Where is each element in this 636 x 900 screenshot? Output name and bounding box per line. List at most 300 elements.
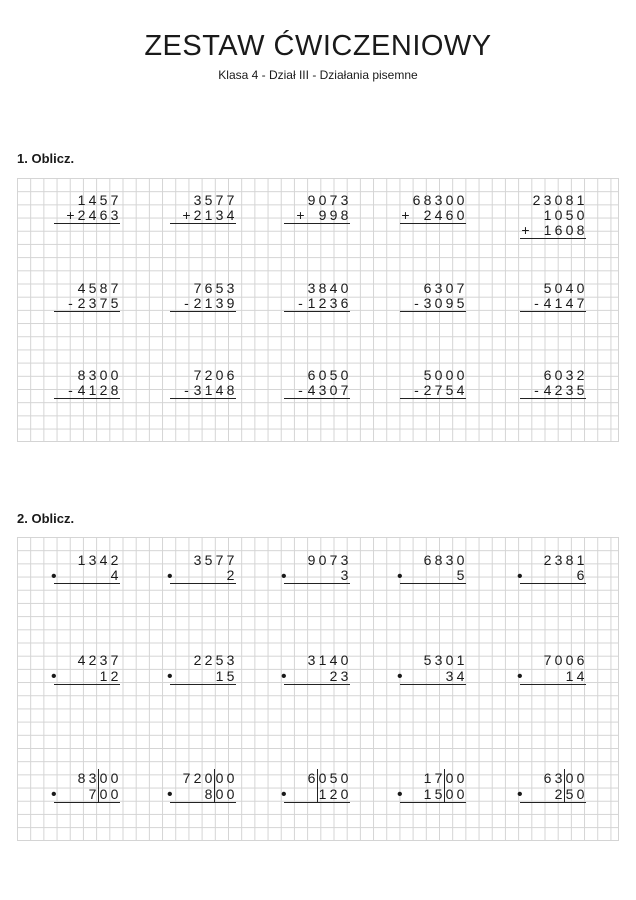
digit: 0 [110, 786, 119, 802]
digit: 1 [554, 295, 563, 311]
operator-sign: - [184, 295, 189, 311]
digit: 3 [445, 668, 454, 684]
problem-row [170, 193, 236, 208]
multiply-dot: • [51, 668, 57, 685]
digit: 3 [193, 382, 202, 398]
operator-sign [65, 281, 76, 296]
problem-row [400, 208, 466, 224]
digit: 4 [215, 382, 224, 398]
digit: 1 [307, 295, 316, 311]
digit [192, 568, 203, 583]
multiply-dot: • [281, 786, 287, 803]
digit: 0 [554, 192, 563, 208]
problem-row [400, 553, 466, 568]
digit: 3 [445, 552, 454, 568]
digit: 1 [77, 552, 86, 568]
digit [317, 669, 328, 684]
digit: 2 [423, 207, 432, 223]
digit: 3 [307, 280, 316, 296]
digit: 7 [99, 295, 108, 311]
problem-row [284, 193, 350, 208]
task2-problem [517, 770, 586, 803]
digit [98, 568, 109, 583]
multiply-dot: • [167, 568, 173, 585]
digit: 0 [576, 280, 585, 296]
digit [87, 669, 98, 684]
operator-sign [400, 193, 411, 208]
digit: 5 [456, 567, 465, 583]
problem-row [284, 383, 350, 399]
digit: 0 [576, 770, 585, 786]
problem-row [54, 281, 120, 296]
digit: 7 [215, 552, 224, 568]
digit: 2 [543, 552, 552, 568]
digit: 5 [99, 192, 108, 208]
task2-problem [167, 552, 236, 585]
digit: 6 [340, 295, 349, 311]
digit: 1 [423, 786, 432, 802]
digit: 4 [329, 280, 338, 296]
digit: 3 [340, 552, 349, 568]
operator-sign: - [534, 295, 539, 311]
multiply-dot: • [167, 786, 173, 803]
problem-row [400, 383, 466, 399]
digit: 1 [215, 668, 224, 684]
digit [76, 787, 87, 802]
digit: 2 [77, 295, 86, 311]
digit: 9 [226, 295, 235, 311]
digit: 4 [77, 280, 86, 296]
problem-row [170, 281, 236, 296]
task2-problem [397, 770, 466, 803]
operator-sign [295, 193, 306, 208]
digit: 8 [565, 552, 574, 568]
digit: 4 [456, 668, 465, 684]
digit: 2 [318, 295, 327, 311]
digit: 0 [340, 280, 349, 296]
operator-sign [411, 281, 422, 296]
digit: 1 [318, 786, 327, 802]
digit: 2 [554, 786, 563, 802]
digit: 5 [543, 280, 552, 296]
digit: 1 [423, 770, 432, 786]
operator-sign [520, 208, 531, 223]
problem-row [520, 653, 586, 668]
digit: 0 [318, 770, 327, 786]
operator-sign: - [298, 382, 303, 398]
digit: 1 [318, 652, 327, 668]
digit: 4 [307, 382, 316, 398]
operator-sign [531, 281, 542, 296]
multiply-dot: • [397, 568, 403, 585]
digit: 0 [445, 652, 454, 668]
digit: 0 [318, 367, 327, 383]
digit: 4 [88, 207, 97, 223]
task1-problem [170, 368, 236, 399]
digit: 8 [340, 207, 349, 223]
digit [192, 669, 203, 684]
digit: 4 [543, 295, 552, 311]
operator-sign: - [298, 295, 303, 311]
digit: 5 [445, 382, 454, 398]
digit [422, 568, 433, 583]
digit: 0 [340, 770, 349, 786]
zero-separator-line [98, 769, 99, 803]
digit: 7 [182, 770, 191, 786]
digit: 6 [423, 280, 432, 296]
multiply-dot: • [517, 786, 523, 803]
digit: 0 [226, 770, 235, 786]
digit: 3 [193, 192, 202, 208]
digit [531, 223, 542, 238]
task2-problem [517, 552, 586, 585]
digit: 5 [329, 770, 338, 786]
operator-sign: - [414, 382, 419, 398]
digit: 7 [434, 382, 443, 398]
digit: 0 [456, 552, 465, 568]
page-subtitle: Klasa 4 - Dział III - Działania pisemne [218, 68, 418, 82]
zero-separator-line [214, 769, 215, 803]
task1-problem [170, 281, 236, 312]
digit: 1 [204, 295, 213, 311]
digit [87, 568, 98, 583]
digit: 2 [88, 652, 97, 668]
digit: 1 [204, 382, 213, 398]
digit: 2 [329, 786, 338, 802]
digit: 3 [226, 280, 235, 296]
digit: 0 [434, 367, 443, 383]
problem-row [400, 568, 466, 584]
problem-row [520, 568, 586, 584]
digit: 0 [329, 382, 338, 398]
digit: 1 [576, 192, 585, 208]
digit [306, 208, 317, 223]
task2-problem [281, 652, 350, 685]
multiply-dot: • [281, 668, 287, 685]
digit: 8 [77, 367, 86, 383]
digit: 0 [456, 770, 465, 786]
digit [306, 669, 317, 684]
digit: 3 [318, 382, 327, 398]
operator-sign: - [68, 295, 73, 311]
problem-row [400, 368, 466, 383]
digit: 7 [193, 367, 202, 383]
digit: 7 [88, 786, 97, 802]
task2-problem [51, 770, 120, 803]
digit: 3 [329, 295, 338, 311]
digit: 7 [215, 192, 224, 208]
digit: 0 [215, 786, 224, 802]
task1-title: 1. Oblicz. [17, 151, 75, 166]
digit: 6 [99, 207, 108, 223]
problem-row [520, 669, 586, 685]
task2-problem [167, 652, 236, 685]
digit [411, 208, 422, 223]
digit: 0 [215, 770, 224, 786]
problem-row [520, 787, 586, 803]
digit: 0 [318, 192, 327, 208]
digit: 7 [110, 652, 119, 668]
digit: 7 [193, 280, 202, 296]
problem-row [284, 296, 350, 312]
operator-sign: + [401, 207, 410, 223]
operator-sign [181, 193, 192, 208]
digit: 3 [307, 652, 316, 668]
digit [203, 669, 214, 684]
digit: 0 [318, 552, 327, 568]
digit: 2 [554, 382, 563, 398]
digit: 3 [434, 192, 443, 208]
digit: 0 [215, 367, 224, 383]
digit: 5 [215, 652, 224, 668]
digit: 0 [204, 770, 213, 786]
digit: 5 [423, 367, 432, 383]
digit: 2 [193, 295, 202, 311]
task1-problem [54, 281, 120, 312]
zero-separator-line [564, 769, 565, 803]
digit: 2 [77, 207, 86, 223]
digit: 6 [204, 280, 213, 296]
digit: 0 [445, 367, 454, 383]
digit: 8 [204, 786, 213, 802]
task1-problem [400, 368, 466, 399]
digit: 0 [110, 367, 119, 383]
digit: 7 [329, 552, 338, 568]
digit [422, 669, 433, 684]
digit: 1 [543, 207, 552, 223]
digit: 3 [340, 192, 349, 208]
problem-row [170, 771, 236, 786]
digit: 7 [110, 192, 119, 208]
problem-row [284, 368, 350, 383]
problem-row [284, 669, 350, 685]
task2-problem [51, 652, 120, 685]
digit: 5 [204, 192, 213, 208]
digit: 9 [329, 207, 338, 223]
digit [76, 669, 87, 684]
digit: 4 [99, 552, 108, 568]
task1-problem [520, 193, 586, 239]
problem-row [170, 368, 236, 383]
digit: 7 [329, 192, 338, 208]
digit: 0 [576, 207, 585, 223]
multiply-dot: • [167, 668, 173, 685]
digit: 4 [456, 382, 465, 398]
digit: 0 [226, 786, 235, 802]
task1-problem [54, 193, 120, 224]
digit: 4 [88, 192, 97, 208]
problem-row [284, 653, 350, 668]
digit: 8 [99, 280, 108, 296]
digit: 4 [77, 652, 86, 668]
digit: 7 [340, 382, 349, 398]
digit: 7 [576, 295, 585, 311]
digit: 6 [307, 367, 316, 383]
zero-separator-line [444, 769, 445, 803]
digit: 0 [99, 367, 108, 383]
digit: 5 [565, 786, 574, 802]
task1-problem [400, 281, 466, 312]
digit: 4 [226, 207, 235, 223]
digit: 0 [99, 770, 108, 786]
operator-sign [65, 193, 76, 208]
task1-problem [284, 368, 350, 399]
digit: 3 [215, 295, 224, 311]
digit: 2 [423, 382, 432, 398]
digit: 4 [110, 567, 119, 583]
digit: 6 [543, 770, 552, 786]
digit: 5 [434, 786, 443, 802]
digit: 5 [329, 367, 338, 383]
digit: 9 [318, 207, 327, 223]
operator-sign [411, 368, 422, 383]
digit: 2 [226, 567, 235, 583]
problem-row [284, 568, 350, 584]
operator-sign: + [296, 207, 305, 223]
digit: 3 [226, 652, 235, 668]
digit [306, 568, 317, 583]
multiply-dot: • [281, 568, 287, 585]
digit [192, 787, 203, 802]
problem-row [54, 653, 120, 668]
problem-row [54, 193, 120, 208]
digit: 0 [456, 367, 465, 383]
digit: 7 [434, 770, 443, 786]
problem-row [400, 771, 466, 786]
digit: 3 [215, 207, 224, 223]
digit: 4 [565, 280, 574, 296]
operator-sign: + [182, 207, 191, 223]
digit: 4 [565, 295, 574, 311]
digit: 8 [423, 192, 432, 208]
task2-problem [281, 552, 350, 585]
digit: 3 [554, 770, 563, 786]
task2-title: 2. Oblicz. [17, 511, 75, 526]
problem-row [400, 653, 466, 668]
problem-row [520, 296, 586, 312]
digit [433, 568, 444, 583]
digit: 6 [423, 552, 432, 568]
problem-row [170, 653, 236, 668]
page-title: ZESTAW ĆWICZENIOWY [144, 30, 492, 62]
digit: 8 [77, 770, 86, 786]
task1-problem [520, 281, 586, 312]
problem-row [54, 296, 120, 312]
operator-sign [181, 281, 192, 296]
digit: 5 [226, 668, 235, 684]
operator-sign: + [521, 222, 530, 238]
digit: 2 [532, 192, 541, 208]
digit: 1 [99, 668, 108, 684]
digit: 2 [329, 668, 338, 684]
problem-row [520, 223, 586, 239]
task1-problem [284, 193, 350, 224]
task2-problem [51, 552, 120, 585]
digit: 1 [576, 552, 585, 568]
problem-row [400, 787, 466, 803]
digit [542, 568, 553, 583]
digit: 2 [576, 367, 585, 383]
digit: 9 [307, 552, 316, 568]
digit: 3 [88, 367, 97, 383]
digit: 7 [226, 552, 235, 568]
digit: 3 [340, 668, 349, 684]
problem-row [170, 296, 236, 312]
digit: 8 [576, 222, 585, 238]
digit: 5 [215, 280, 224, 296]
digit: 1 [456, 652, 465, 668]
digit: 7 [456, 280, 465, 296]
digit: 8 [318, 280, 327, 296]
digit [553, 568, 564, 583]
problem-row [170, 553, 236, 568]
digit [553, 669, 564, 684]
digit: 2 [193, 207, 202, 223]
task1-problem [54, 368, 120, 399]
digit: 3 [543, 192, 552, 208]
digit: 9 [307, 192, 316, 208]
problem-row [170, 787, 236, 803]
digit: 0 [434, 295, 443, 311]
digit: 3 [423, 295, 432, 311]
task2-problem [397, 652, 466, 685]
problem-row [54, 568, 120, 584]
multiply-dot: • [397, 668, 403, 685]
problem-row [400, 296, 466, 312]
digit: 4 [543, 382, 552, 398]
digit: 0 [110, 770, 119, 786]
problem-row [400, 669, 466, 685]
digit: 2 [110, 552, 119, 568]
operator-sign: - [184, 382, 189, 398]
digit: 7 [543, 652, 552, 668]
operator-sign: - [534, 382, 539, 398]
digit: 7 [226, 192, 235, 208]
digit: 5 [565, 207, 574, 223]
digit: 0 [554, 652, 563, 668]
digit: 1 [88, 382, 97, 398]
problem-row [170, 208, 236, 224]
digit: 9 [445, 295, 454, 311]
problem-row [284, 553, 350, 568]
digit: 3 [565, 367, 574, 383]
multiply-dot: • [517, 668, 523, 685]
problem-row [520, 281, 586, 296]
digit: 1 [204, 207, 213, 223]
digit: 3 [99, 652, 108, 668]
multiply-dot: • [51, 568, 57, 585]
digit [214, 568, 225, 583]
digit: 0 [340, 786, 349, 802]
task1-problem [520, 368, 586, 399]
digit: 5 [88, 280, 97, 296]
digit: 8 [565, 192, 574, 208]
digit: 2 [193, 652, 202, 668]
digit: 6 [226, 367, 235, 383]
problem-row [170, 669, 236, 685]
digit: 0 [554, 367, 563, 383]
digit: 2 [204, 367, 213, 383]
problem-row [54, 553, 120, 568]
digit: 6 [307, 770, 316, 786]
digit: 3 [434, 652, 443, 668]
digit: 3 [554, 552, 563, 568]
digit: 0 [565, 652, 574, 668]
problem-row [520, 368, 586, 383]
task2-problem [517, 652, 586, 685]
digit: 4 [329, 652, 338, 668]
operator-sign: - [68, 382, 73, 398]
